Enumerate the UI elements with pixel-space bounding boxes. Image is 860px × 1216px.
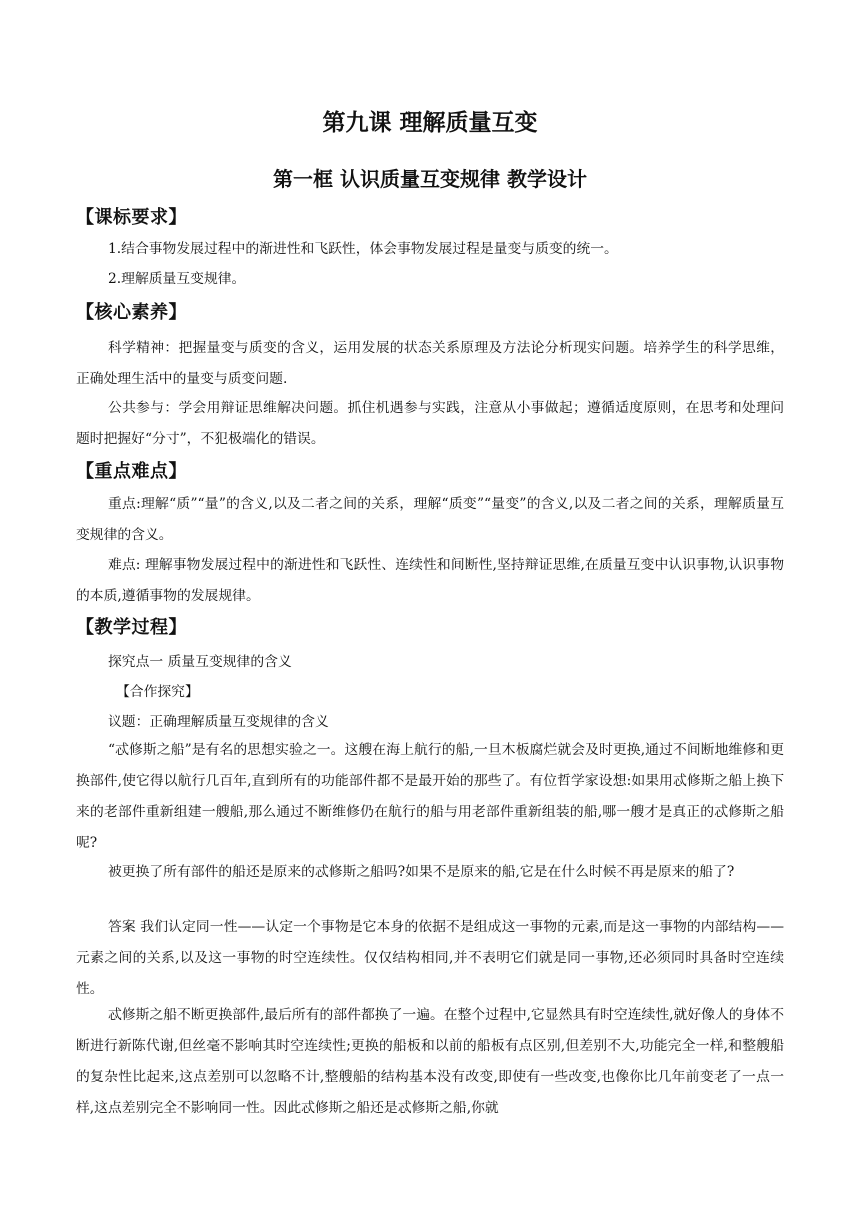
literacy-paragraph: 科学精神：把握量变与质变的含义，运用发展的状态关系原理及方法论分析现实问题。培养学生的科学思维，正确处理生活中的量变与质变问题. [76,340,784,387]
process-paragraph: 被更换了所有部件的船还是原来的忒修斯之船吗?如果不是原来的船,它是在什么时候不再是原来的船了? [108,864,735,880]
keypoints-paragraph: 难点: 理解事物发展过程中的渐进性和飞跃性、连续性和间断性,坚持辩证思维,在质量互变中认识事物,认识事物的本质,遵循事物的发展规律。 [76,557,784,604]
literacy-paragraph: 公共参与：学会用辩证思维解决问题。抓住机遇参与实践，注意从小事做起；遵循适度原则，在思考和处理问题时把握好“分寸”，不犯极端化的错误。 [76,400,784,447]
lesson-title: 第九课 理解质量互变 [322,110,538,136]
section-heading-process: 【教学过程】 [76,617,187,638]
process-paragraph: 忒修斯之船不断更换部件,最后所有的部件都换了一遍。在整个过程中,它显然具有时空连续性,就好像人的身体不断进行新陈代谢,但丝毫不影响其时空连续性;更换的船板和以前的船板有点区别,但差别不大,功能完全一样,和整艘船的复杂性比起来,这点差别可以忽略不计,整艘船的结构基本没有改变,即使有一些改变,也像你比几年前变老了一点一样,这点差别完全不影响同一性。因此忒修斯之船还是忒修斯之船,你就 [76,1007,784,1116]
keypoints-paragraph: 重点:理解“质”“量”的含义,以及二者之间的关系，理解“质变”“量变”的含义,以及二者之间的关系，理解质量互变规律的含义。 [76,496,784,543]
standard-item: 2.理解质量互变规律。 [108,271,246,287]
explore-point: 探究点一 质量互变规律的含义 [108,654,292,670]
lesson-subtitle: 第一框 认识质量互变规律 教学设计 [273,167,587,191]
section-heading-standard: 【课标要求】 [76,207,187,228]
section-heading-keypoints: 【重点难点】 [76,461,187,482]
process-paragraph: “忒修斯之船”是有名的思想实验之一。这艘在海上航行的船,一旦木板腐烂就会及时更换,通过不间断地维修和更换部件,使它得以航行几百年,直到所有的功能部件都不是最开始的那些了。有位哲学家设想:如果用忒修斯之船上换下来的老部件重新组建一艘船,那么通过不断维修仍在航行的船与用老部件重新组装的船,哪一艘才是真正的忒修斯之船呢? [76,742,784,851]
section-heading-literacy: 【核心素养】 [76,302,187,323]
standard-item: 1.结合事物发展过程中的渐进性和飞跃性，体会事物发展过程是量变与质变的统一。 [108,241,618,257]
answer-paragraph: 答案 我们认定同一性——认定一个事物是它本身的依据不是组成这一事物的元素,而是这一事物的内部结构——元素之间的关系,以及这一事物的时空连续性。仅仅结构相同,并不表明它们就是同一事物,还必须同时具备时空连续性。 [76,919,784,997]
cooperate-heading: 【合作探究】 [116,684,199,700]
topic-line: 议题：正确理解质量互变规律的含义 [108,714,329,730]
